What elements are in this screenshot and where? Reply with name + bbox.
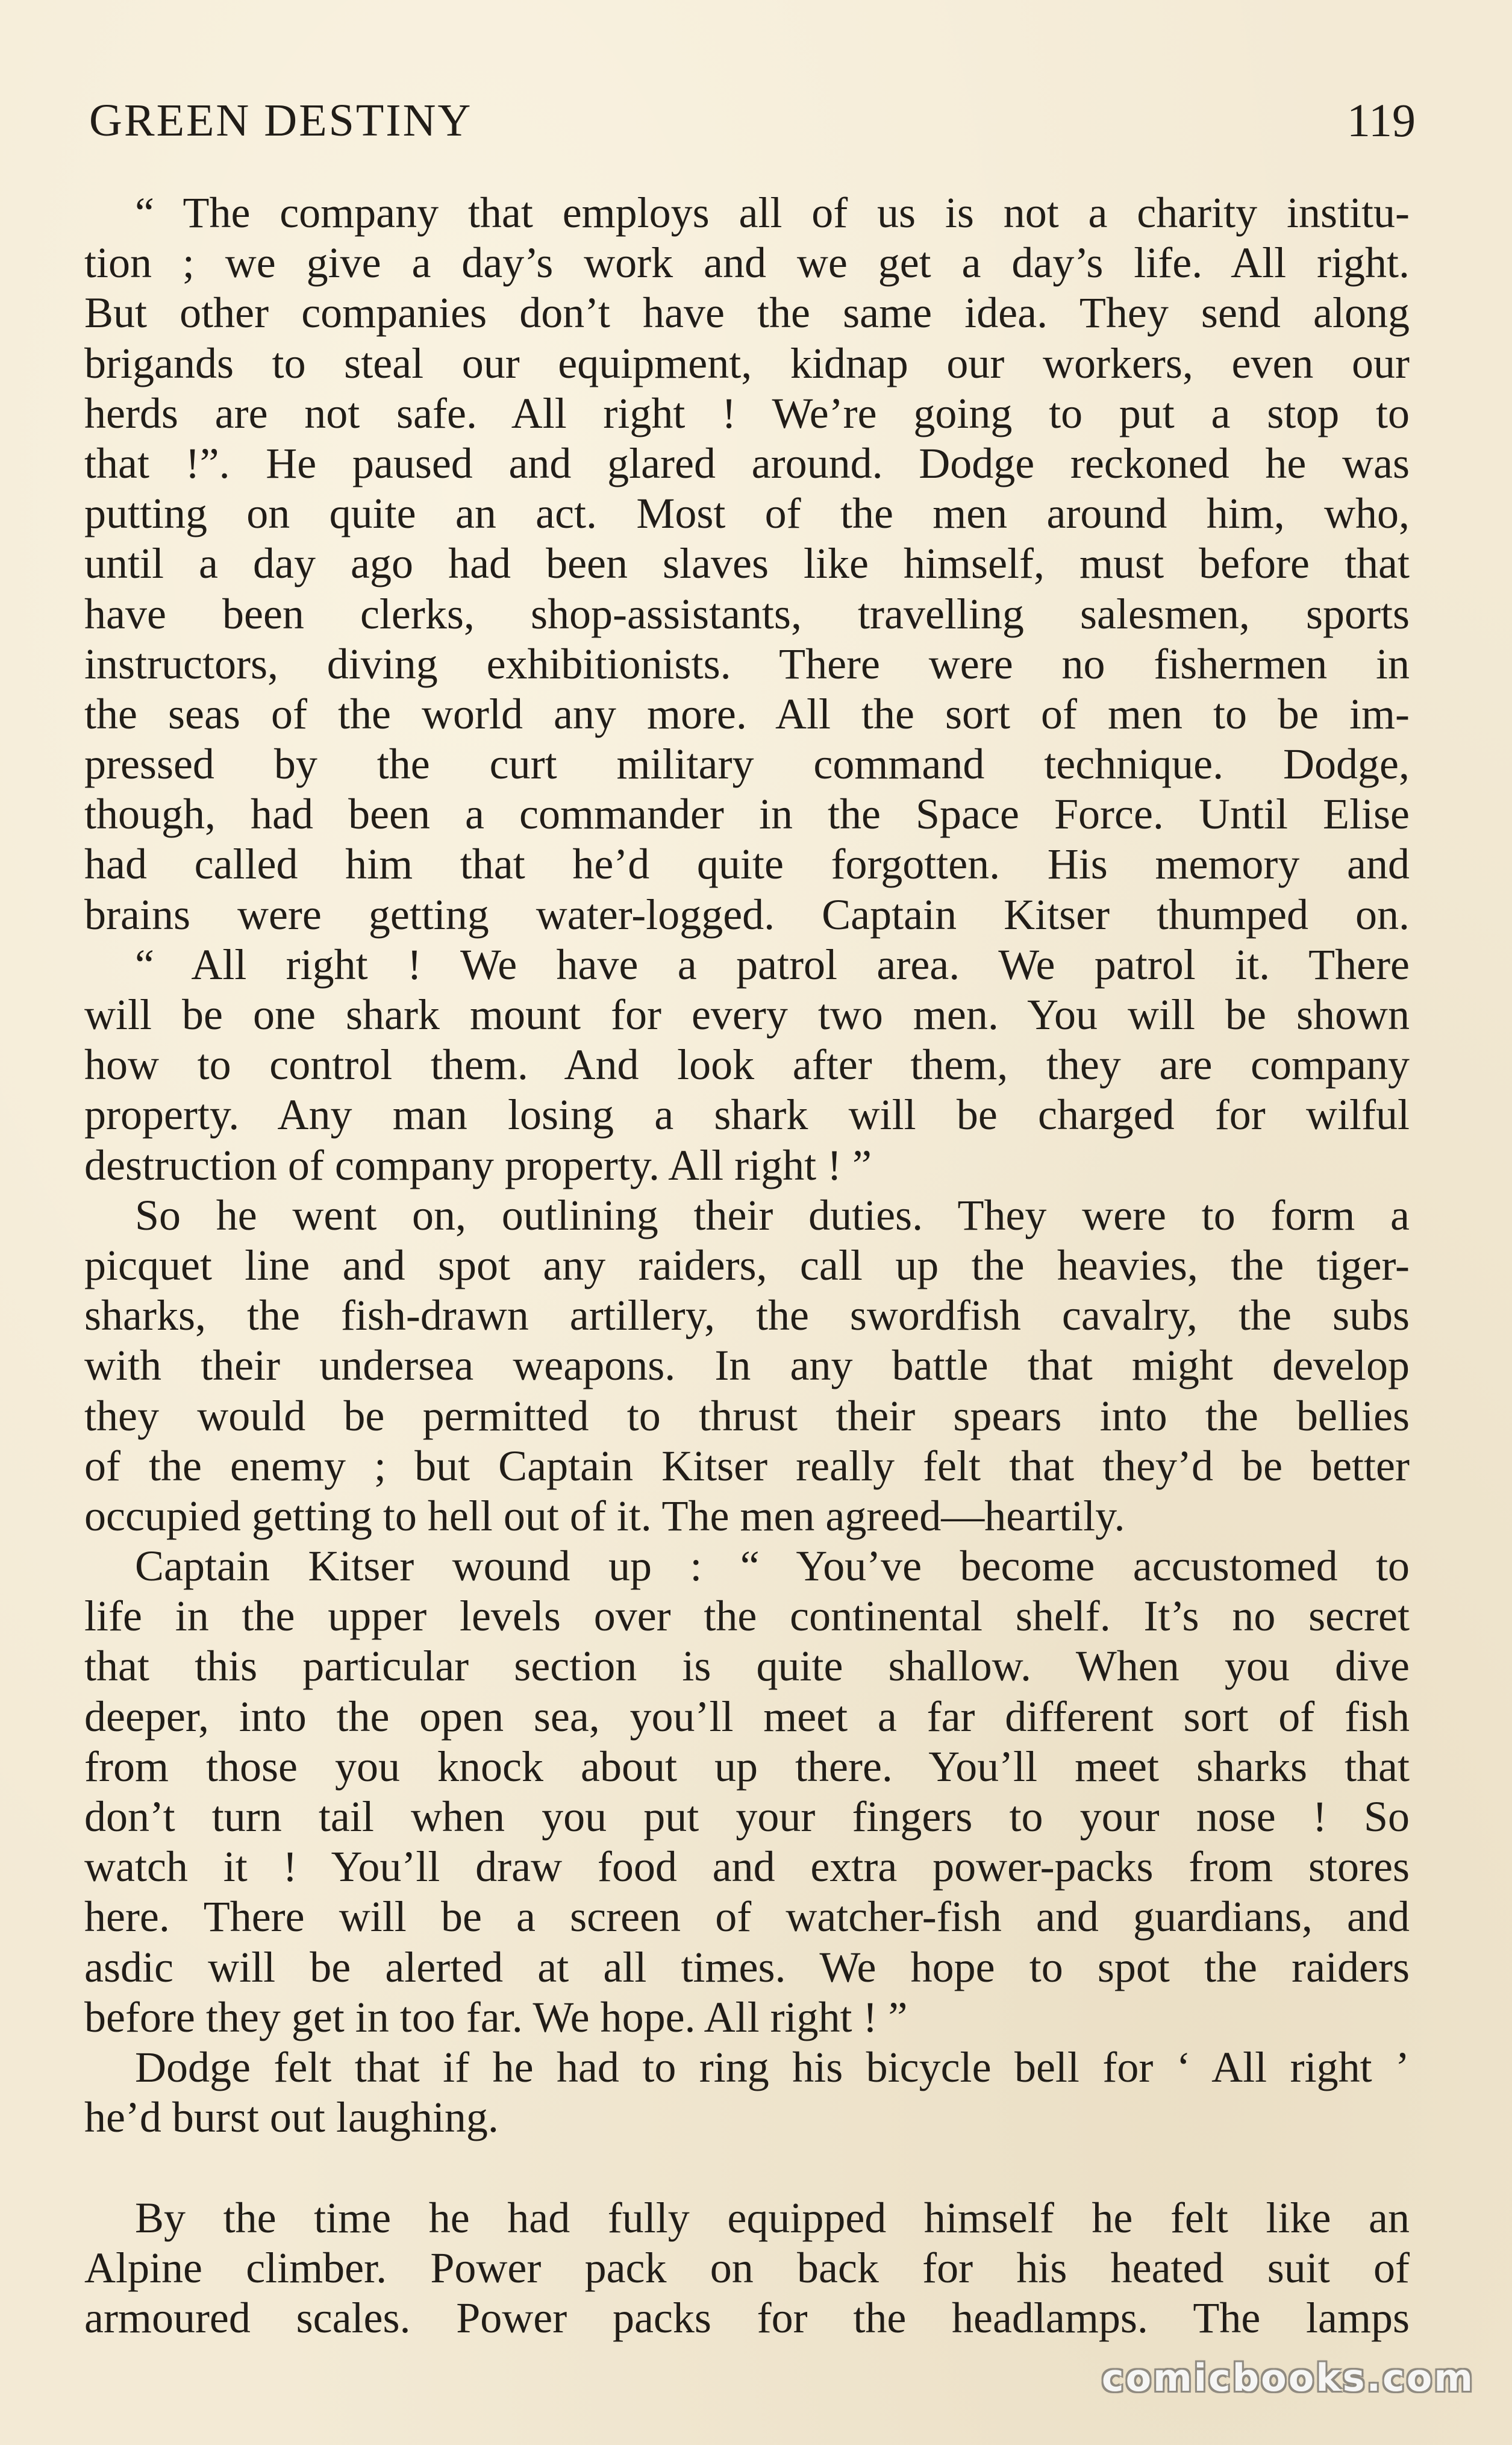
text-line: occupied getting to hell out of it. The men agreed—heartily. <box>84 1491 1125 1540</box>
text-line: By the time he had fully equipped himself he felt like an <box>135 2193 1410 2242</box>
text-line: Alpine climber. Power pack on back for his heated suit of <box>84 2243 1410 2292</box>
text-line: with their undersea weapons. In any battle that might develop <box>84 1341 1410 1390</box>
text-line: deeper, into the open sea, you’ll meet a far different sort of fish <box>84 1692 1410 1741</box>
text-line: from those you knock about up there. You’ll meet sharks that <box>84 1742 1410 1791</box>
text-line: will be one shark mount for every two men. You will be shown <box>84 991 1410 1039</box>
text-line: that !”. He paused and glared around. Dodge reckoned he was <box>84 439 1410 487</box>
running-title: GREEN DESTINY <box>89 95 473 146</box>
text-line: before they get in too far. We hope. All right ! ” <box>84 1993 908 2041</box>
text-line: of the enemy ; but Captain Kitser really felt that they’d be better <box>84 1441 1410 1490</box>
text-line: tion ; we give a day’s work and we get a day’s life. All right. <box>84 239 1410 287</box>
body-text <box>84 188 1410 2343</box>
text-line: putting on quite an act. Most of the men around him, who, <box>84 489 1410 538</box>
text-line: watch it ! You’ll draw food and extra power-packs from stores <box>84 1842 1410 1891</box>
text-line: sharks, the fish-drawn artillery, the swordfish cavalry, the subs <box>84 1291 1410 1340</box>
text-line: don’t turn tail when you put your fingers to your nose ! So <box>84 1792 1410 1841</box>
text-line: “ All right ! We have a patrol area. We patrol it. There <box>135 940 1410 989</box>
text-line: the seas of the world any more. All the sort of men to be im- <box>84 689 1410 738</box>
text-line: So he went on, outlining their duties. They were to form a <box>135 1191 1410 1239</box>
text-line: asdic will be alerted at all times. We hope to spot the raiders <box>84 1943 1410 1991</box>
running-head <box>89 90 1414 151</box>
text-line: have been clerks, shop-assistants, travelling salesmen, sports <box>84 589 1410 638</box>
text-line: life in the upper levels over the continental shelf. It’s no secret <box>84 1592 1410 1641</box>
text-line: Dodge felt that if he had to ring his bicycle bell for ‘ All right ’ <box>135 2043 1410 2091</box>
text-line: they would be permitted to thrust their spears into the bellies <box>84 1391 1410 1440</box>
watermark: comicbooks.com <box>1101 2356 1475 2400</box>
text-line: that this particular section is quite shallow. When you dive <box>84 1642 1410 1691</box>
text-line: how to control them. And look after them, they are company <box>84 1041 1410 1089</box>
text-line: had called him that he’d quite forgotten. His memory and <box>84 840 1410 889</box>
text-line: But other companies don’t have the same idea. They send along <box>84 289 1410 337</box>
page-number: 119 <box>1346 94 1416 146</box>
text-line: here. There will be a screen of watcher-fish and guardians, and <box>84 1892 1410 1941</box>
text-line: herds are not safe. All right ! We’re going to put a stop to <box>84 389 1410 437</box>
text-line: Captain Kitser wound up : “ You’ve become accustomed to <box>135 1542 1410 1591</box>
text-line: instructors, diving exhibitionists. There were no fishermen in <box>84 639 1410 688</box>
text-line: though, had been a commander in the Space Force. Until Elise <box>84 790 1410 839</box>
text-line: pressed by the curt military command technique. Dodge, <box>84 740 1410 789</box>
text-line: armoured scales. Power packs for the headlamps. The lamps <box>84 2293 1410 2342</box>
text-line: destruction of company property. All right ! ” <box>84 1141 872 1189</box>
text-line: brains were getting water-logged. Captain Kitser thumped on. <box>84 890 1410 939</box>
text-line: until a day ago had been slaves like himself, must before that <box>84 539 1410 588</box>
text-line: picquet line and spot any raiders, call up the heavies, the tiger- <box>84 1241 1410 1289</box>
text-line: brigands to steal our equipment, kidnap our workers, even our <box>84 339 1410 387</box>
text-line: “ The company that employs all of us is not a charity institu- <box>135 189 1410 237</box>
text-line: property. Any man losing a shark will be charged for wilful <box>84 1091 1410 1139</box>
text-line: he’d burst out laughing. <box>84 2093 499 2142</box>
blank-line <box>84 2143 1410 2193</box>
